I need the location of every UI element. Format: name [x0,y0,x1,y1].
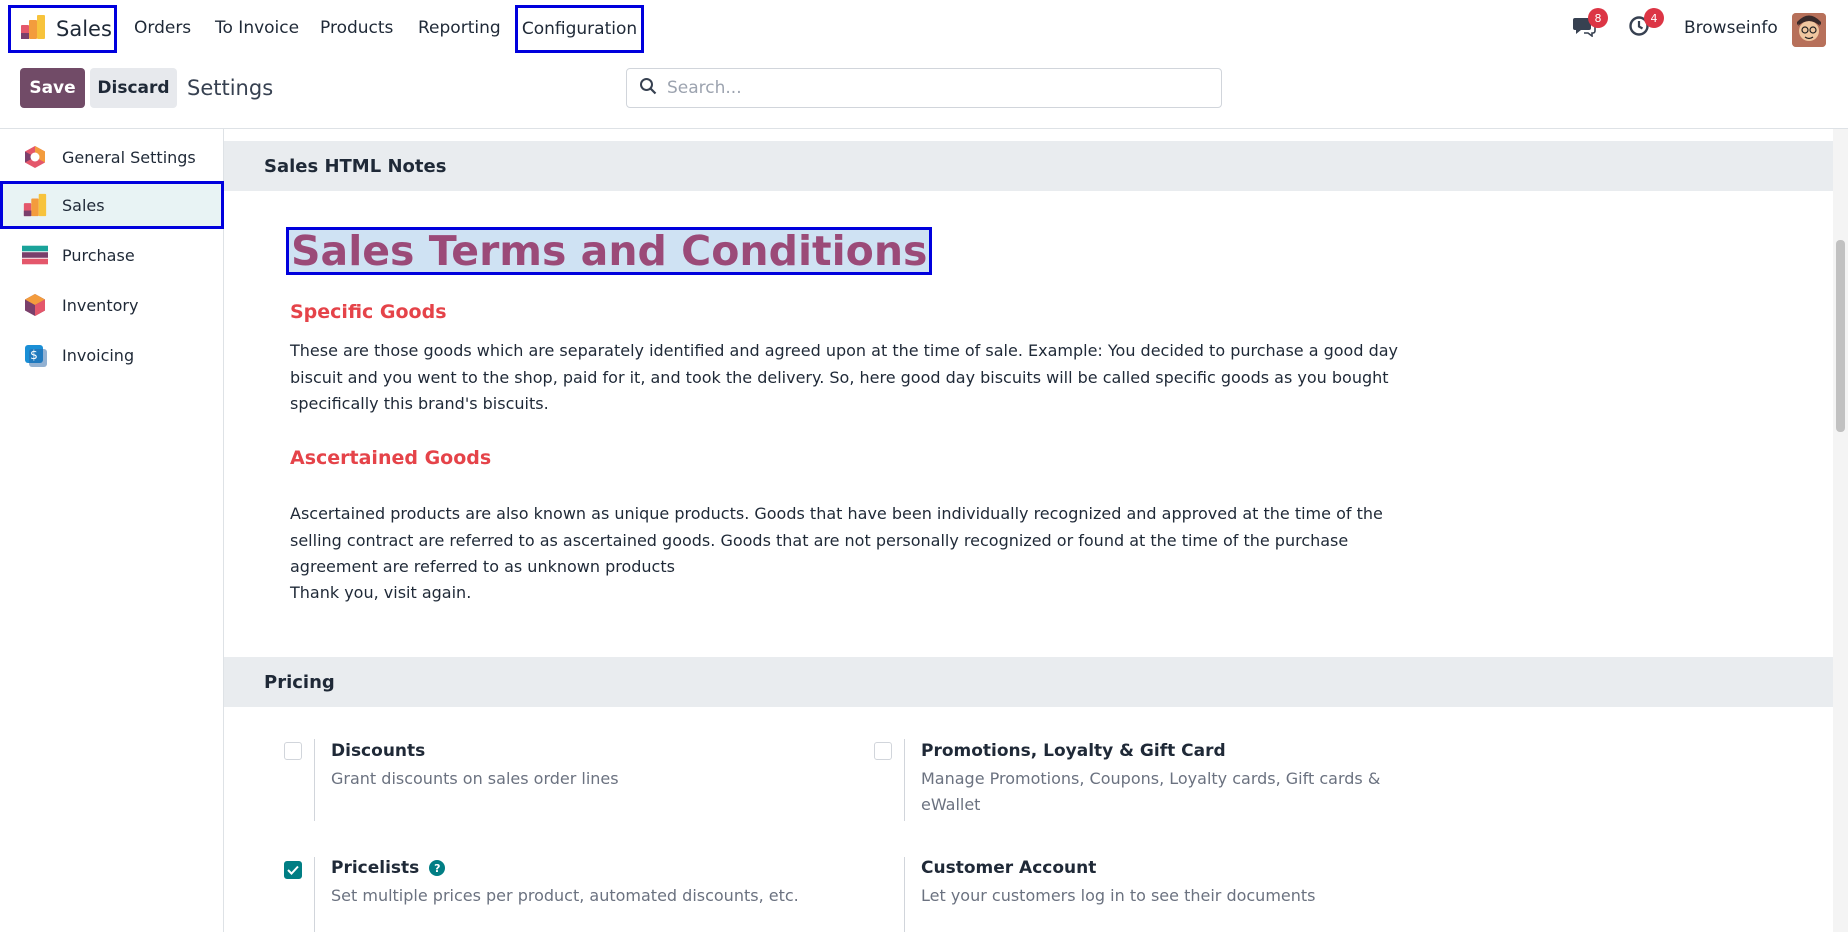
sidebar-item-label: Inventory [62,295,139,315]
search-input[interactable] [667,78,1207,98]
sidebar-item-sales[interactable] [0,181,224,229]
scrollbar-thumb[interactable] [1836,240,1845,432]
activities-button[interactable] [1628,10,1662,46]
pricelists-title [331,858,445,878]
menu-orders[interactable]: Orders [134,18,192,38]
ascertained-goods-heading: Ascertained Goods [290,447,492,469]
promotions-checkbox[interactable] [874,742,892,760]
sidebar-item-general-settings[interactable] [0,133,224,181]
section-title-sales-html-notes: Sales HTML Notes [224,141,1833,191]
search-bar[interactable] [626,68,1222,108]
menu-to-invoice[interactable]: To Invoice [215,18,300,38]
help-icon[interactable]: ? [429,860,445,876]
activities-badge: 4 [1644,8,1664,28]
page-title: Settings [187,76,274,100]
sidebar-item-invoicing[interactable] [0,331,224,379]
sidebar-item-label: General Settings [62,147,196,167]
messages-badge: 8 [1588,8,1608,28]
svg-text:$: $ [30,348,38,362]
inventory-app-icon [22,292,48,318]
menu-reporting[interactable]: Reporting [418,18,501,38]
messages-button[interactable] [1572,10,1606,46]
discounts-title: Discounts [331,741,426,761]
sidebar-item-label: Sales [62,195,105,215]
specific-goods-heading: Specific Goods [290,301,447,323]
discounts-checkbox[interactable] [284,742,302,760]
invoicing-app-icon [22,342,48,368]
purchase-app-icon [22,242,48,268]
sidebar-item-purchase[interactable] [0,231,224,279]
top-navbar [0,0,1848,56]
section-title-pricing: Pricing [224,657,1833,707]
pricelists-description: Set multiple prices per product, automated discounts, etc. [331,886,799,905]
app-brand[interactable] [8,5,117,53]
save-button[interactable]: Save [20,68,85,108]
setting-divider [904,857,905,932]
menu-configuration[interactable]: Configuration [515,5,644,53]
ascertained-goods-text: Ascertained products are also known as unique products. Goods that have been individually recognized and approved at the time of the selling contract are referred to as ascertained goods. Goods that are not personally recognized or found at the time of the purchase agreement are referred to as unknown products [290,504,1383,576]
sales-app-icon [22,192,48,218]
sales-app-icon [19,13,47,45]
sidebar-item-label: Purchase [62,245,135,265]
notes-heading[interactable]: Sales Terms and Conditions [286,227,932,275]
user-menu-name[interactable]: Browseinfo [1684,18,1778,38]
pricelists-title-label: Pricelists [331,858,420,878]
discard-button[interactable]: Discard [90,68,177,108]
discounts-description: Grant discounts on sales order lines [331,769,619,788]
setting-divider [904,739,905,821]
settings-content [224,129,1833,932]
customer-account-description: Let your customers log in to see their documents [921,886,1316,905]
pricelists-checkbox[interactable] [284,861,302,879]
general-settings-icon [22,144,48,170]
notes-closing: Thank you, visit again. [290,583,472,602]
sidebar-item-label: Invoicing [62,345,135,365]
customer-account-title: Customer Account [921,858,1097,878]
settings-sidebar [0,129,224,932]
promotions-description: Manage Promotions, Coupons, Loyalty cards, Gift cards & eWallet [921,769,1381,814]
promotions-title: Promotions, Loyalty & Gift Card [921,741,1226,761]
specific-goods-text: These are those goods which are separately identified and agreed upon at the time of sale. Example: You decided to purchase a good day biscuit and you went to the shop, paid for it, and took the delivery. So, here good day biscuits will be called specific goods as you bought specifically this brand's biscuits. [290,341,1399,413]
avatar[interactable] [1792,13,1826,47]
menu-products[interactable]: Products [320,18,394,38]
setting-divider [314,857,315,932]
search-icon [639,77,657,99]
app-name: Sales [56,17,112,41]
setting-divider [314,739,315,821]
sidebar-item-inventory[interactable] [0,281,224,329]
